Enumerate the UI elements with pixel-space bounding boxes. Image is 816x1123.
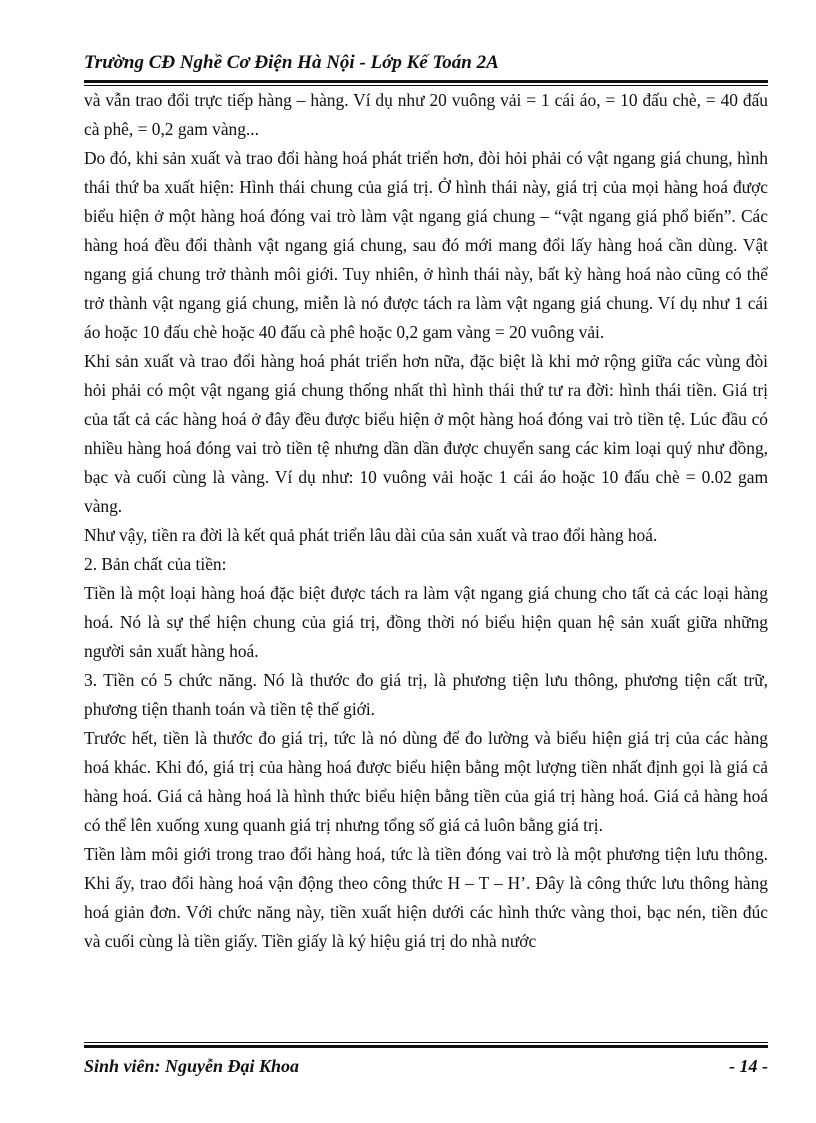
footer-rule-thick [84,1045,768,1048]
header-rule-thick [84,80,768,83]
paragraph-1: và vẫn trao đổi trực tiếp hàng – hàng. Ví dụ như 20 vuông vải = 1 cái áo, = 10 đấu chè, = 40 đấu cà phê, = 0,2 gam vàng... [84,90,768,139]
footer-student-name: Sinh viên: Nguyễn Đại Khoa [84,1056,300,1076]
paragraph-4: Như vậy, tiền ra đời là kết quả phát triển lâu dài của sản xuất và trao đổi hàng hoá. [84,525,658,545]
page-footer [84,1042,768,1078]
footer-rule-thin [84,1042,768,1043]
page-header [84,50,768,86]
section-heading-2: 2. Bản chất của tiền: [84,554,227,574]
footer-page-number: - 14 - [729,1056,768,1076]
paragraph-8: Trước hết, tiền là thước đo giá trị, tức là nó dùng để đo lường và biểu hiện giá trị của các hàng hoá khác. Khi đó, giá trị của hàng hoá được biểu hiện bằng một lượng tiền nhất định gọi là giá cả hàng hoá. Giá cả hàng hoá là hình thức biểu hiện bằng tiền của giá trị hàng hoá. Giá cả hàng hoá có thể lên xuống xung quanh giá trị nhưng tổng số giá cả luôn bằng giá trị. [84,728,768,835]
paragraph-2: Do đó, khi sản xuất và trao đổi hàng hoá phát triển hơn, đòi hỏi phải có vật ngang giá chung, hình thái thứ ba xuất hiện: Hình thái chung của giá trị. Ở hình thái này, giá trị của mọi hàng hoá được biểu hiện ở một hàng hoá đóng vai trò làm vật ngang giá chung – “vật ngang giá phổ biến”. Các hàng hoá đều đổi thành vật ngang giá chung, sau đó mới mang đổi lấy hàng hoá cần dùng. Vật ngang giá chung trở thành môi giới. Tuy nhiên, ở hình thái này, bất kỳ hàng hoá nào cũng có thể trở thành vật ngang giá chung, miễn là nó được tách ra làm vật ngang giá chung. Ví dụ như 1 cái áo hoặc 10 đấu chè hoặc 40 đấu cà phê hoặc 0,2 gam vàng = 20 vuông vải. [84,148,768,342]
paragraph-3: Khi sản xuất và trao đổi hàng hoá phát triển hơn nữa, đặc biệt là khi mở rộng giữa các vùng đòi hỏi phải có một vật ngang giá chung thống nhất thì hình thái thứ tư ra đời: hình thái tiền. Giá trị của tất cả các hàng hoá ở đây đều được biểu hiện ở một hàng hoá đóng vai trò tiền tệ. Lúc đầu có nhiều hàng hoá đóng vai trò tiền tệ nhưng dần dần được chuyển sang các kim loại quý như đồng, bạc và cuối cùng là vàng. Ví dụ như: 10 vuông vải hoặc 1 cái áo hoặc 10 đấu chè = 0.02 gam vàng. [84,351,768,516]
footer-row [84,1054,768,1078]
document-body [84,86,768,956]
paragraph-6: Tiền là một loại hàng hoá đặc biệt được tách ra làm vật ngang giá chung cho tất cả các loại hàng hoá. Nó là sự thể hiện chung của giá trị, đồng thời nó biểu hiện quan hệ sản xuất giữa những người sản xuất hàng hoá. [84,583,768,661]
paragraph-9: Tiền làm môi giới trong trao đổi hàng hoá, tức là tiền đóng vai trò là một phương tiện lưu thông. Khi ấy, trao đổi hàng hoá vận động theo công thức H – T – H’. Đây là công thức lưu thông hàng hoá giản đơn. Với chức năng này, tiền xuất hiện dưới các hình thức vàng thoi, bạc nén, tiền đúc và cuối cùng là tiền giấy. Tiền giấy là ký hiệu giá trị do nhà nước [84,844,768,951]
section-heading-3: 3. Tiền có 5 chức năng. Nó là thước đo giá trị, là phương tiện lưu thông, phương tiện cất trữ, phương tiện thanh toán và tiền tệ thế giới. [84,670,768,719]
header-title: Trường CĐ Nghề Cơ Điện Hà Nội - Lớp Kế Toán 2A [84,52,499,73]
